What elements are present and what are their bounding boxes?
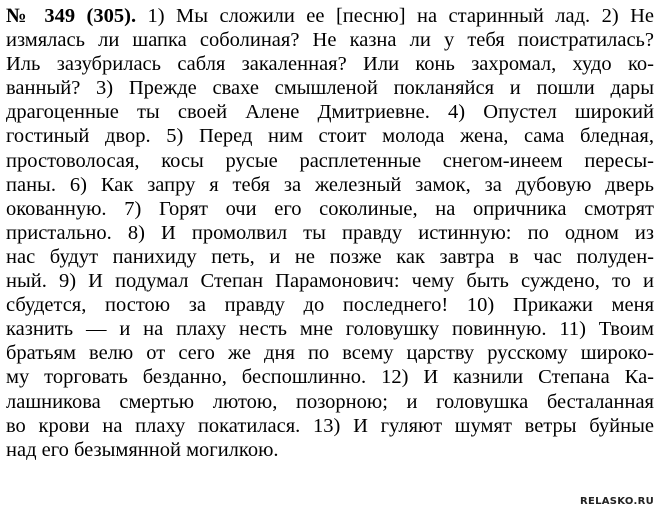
text-line-11: нас будут панихиду петь, и не позже как завтра в час полуден- (6, 245, 654, 268)
text-line-6: гостиный двор. 5) Перед ним стоит молода жена, сама бледная, (6, 125, 654, 148)
exercise-text (6, 4, 654, 462)
text-line-19: над его безымянной могилкою. (6, 438, 279, 461)
text-line-15: братьям велю от сего же дня по всему царству русскому широко- (6, 342, 654, 365)
text-line-4: ванный? 3) Прежде свахе смышленой покланяйся и пошли дары (6, 77, 654, 100)
text-line-2: измялась ли шапка соболиная? Не казна ли у тебя поистратилась? (6, 29, 654, 52)
text-line-9: окованную. 7) Горят очи его соколиные, на опричника смотрят (6, 197, 654, 220)
text-line-3: Иль зазубрилась сабля закаленная? Или конь захромал, худо ко- (6, 53, 654, 76)
text-line-8: паны. 6) Как запру я тебя за железный замок, за дубовую дверь (6, 173, 654, 196)
exercise-number: № 349 (305). (6, 5, 137, 27)
text-line-18: во крови на плаху покатилася. 13) И гуляют шумят ветры буйные (6, 414, 654, 437)
text-line-12: ный. 9) И подумал Степан Парамонович: чему быть суждено, то и (6, 270, 654, 293)
site-watermark: RELASKO.RU (579, 496, 654, 507)
text-line-1 (6, 4, 654, 28)
text-line-14: казнить — и на плаху несть мне головушку повинную. 11) Твоим (6, 318, 654, 341)
text-line-16: му торговать безданно, беспошлинно. 12) И казнили Степана Ка- (6, 366, 654, 389)
text-line-7: простоволосая, косы русые расплетенные снегом-инеем пересы- (6, 149, 654, 172)
text-line-13: сбудется, постою за правду до последнего! 10) Прикажи меня (6, 294, 654, 317)
text-line-1-body: 1) Мы сложили ее [песню] на старинный лад. 2) Не (136, 5, 654, 27)
text-line-10: пристально. 8) И промолвил ты правду истинную: по одном из (6, 221, 654, 244)
text-line-17: лашникова смертью лютою, позорною; и головушка бесталанная (6, 390, 654, 413)
text-line-5: драгоценные ты своей Алене Дмитриевне. 4) Опустел широкий (6, 101, 654, 124)
